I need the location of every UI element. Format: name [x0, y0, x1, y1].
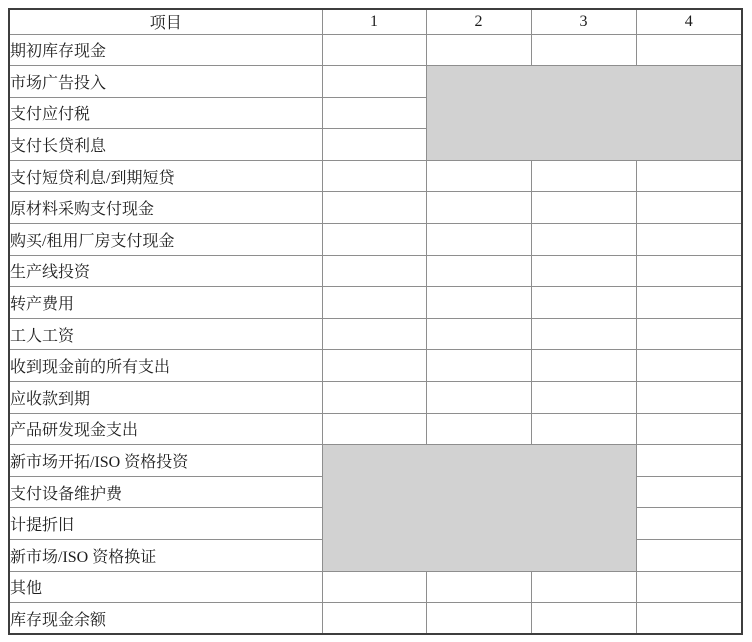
- row-label: 新市场/ISO 资格换证: [9, 540, 322, 572]
- table-row: [9, 413, 742, 445]
- shaded-block: [426, 66, 742, 161]
- data-cell: [636, 476, 742, 508]
- data-cell: [322, 287, 426, 319]
- data-cell: [636, 413, 742, 445]
- data-cell: [426, 413, 531, 445]
- data-cell: [322, 350, 426, 382]
- data-cell: [322, 571, 426, 603]
- data-cell: [636, 350, 742, 382]
- table-row: [9, 255, 742, 287]
- data-cell: [426, 224, 531, 256]
- data-cell: [531, 318, 636, 350]
- data-cell: [531, 413, 636, 445]
- column-header-period-4: 4: [636, 9, 742, 34]
- row-label: 计提折旧: [9, 508, 322, 540]
- data-cell: [636, 224, 742, 256]
- table-row: [9, 160, 742, 192]
- data-cell: [531, 350, 636, 382]
- data-cell: [636, 445, 742, 477]
- data-cell: [426, 382, 531, 414]
- data-cell: [322, 192, 426, 224]
- column-header-period-1: 1: [322, 9, 426, 34]
- data-cell: [322, 413, 426, 445]
- data-cell: [426, 603, 531, 635]
- data-cell: [531, 160, 636, 192]
- table-row: [9, 287, 742, 319]
- data-cell: [531, 255, 636, 287]
- data-cell: [531, 571, 636, 603]
- column-header-period-2: 2: [426, 9, 531, 34]
- header-row: [9, 9, 742, 34]
- table-row: [9, 224, 742, 256]
- data-cell: [426, 192, 531, 224]
- data-cell: [426, 318, 531, 350]
- data-cell: [636, 603, 742, 635]
- data-cell: [531, 224, 636, 256]
- data-cell: [322, 382, 426, 414]
- row-label: 支付设备维护费: [9, 476, 322, 508]
- table-row: [9, 382, 742, 414]
- data-cell: [636, 571, 742, 603]
- table-row: [9, 571, 742, 603]
- data-cell: [636, 255, 742, 287]
- data-cell: [636, 382, 742, 414]
- data-cell: [322, 255, 426, 287]
- table-row: [9, 192, 742, 224]
- data-cell: [531, 287, 636, 319]
- data-cell: [426, 287, 531, 319]
- data-cell: [426, 571, 531, 603]
- data-cell: [322, 97, 426, 129]
- data-cell: [426, 350, 531, 382]
- data-cell: [531, 603, 636, 635]
- table-row: [9, 66, 742, 98]
- row-label: 期初库存现金: [9, 34, 322, 66]
- table-row: [9, 318, 742, 350]
- data-cell: [636, 192, 742, 224]
- data-cell: [636, 508, 742, 540]
- shaded-block: [322, 445, 636, 571]
- data-cell: [531, 34, 636, 66]
- table-row: [9, 34, 742, 66]
- column-header-item: 项目: [9, 9, 322, 34]
- row-label: 购买/租用厂房支付现金: [9, 224, 322, 256]
- document-page: [8, 8, 743, 635]
- row-label: 产品研发现金支出: [9, 413, 322, 445]
- data-cell: [636, 34, 742, 66]
- data-cell: [322, 160, 426, 192]
- data-cell: [531, 382, 636, 414]
- data-cell: [426, 160, 531, 192]
- row-label: 库存现金余额: [9, 603, 322, 635]
- table-row: [9, 445, 742, 477]
- row-label: 其他: [9, 571, 322, 603]
- row-label: 市场广告投入: [9, 66, 322, 98]
- data-cell: [426, 34, 531, 66]
- column-header-period-3: 3: [531, 9, 636, 34]
- row-label: 转产费用: [9, 287, 322, 319]
- data-cell: [322, 224, 426, 256]
- table-row: [9, 603, 742, 635]
- data-cell: [322, 603, 426, 635]
- data-cell: [426, 255, 531, 287]
- row-label: 原材料采购支付现金: [9, 192, 322, 224]
- data-cell: [322, 34, 426, 66]
- data-cell: [322, 66, 426, 98]
- data-cell: [636, 160, 742, 192]
- row-label: 支付应付税: [9, 97, 322, 129]
- data-cell: [531, 192, 636, 224]
- data-cell: [636, 287, 742, 319]
- row-label: 支付短贷利息/到期短贷: [9, 160, 322, 192]
- data-cell: [636, 318, 742, 350]
- row-label: 生产线投资: [9, 255, 322, 287]
- row-label: 新市场开拓/ISO 资格投资: [9, 445, 322, 477]
- data-cell: [322, 318, 426, 350]
- cash-flow-worksheet-table: [8, 8, 743, 635]
- data-cell: [636, 540, 742, 572]
- row-label: 工人工资: [9, 318, 322, 350]
- row-label: 收到现金前的所有支出: [9, 350, 322, 382]
- row-label: 支付长贷利息: [9, 129, 322, 161]
- table-row: [9, 350, 742, 382]
- row-label: 应收款到期: [9, 382, 322, 414]
- data-cell: [322, 129, 426, 161]
